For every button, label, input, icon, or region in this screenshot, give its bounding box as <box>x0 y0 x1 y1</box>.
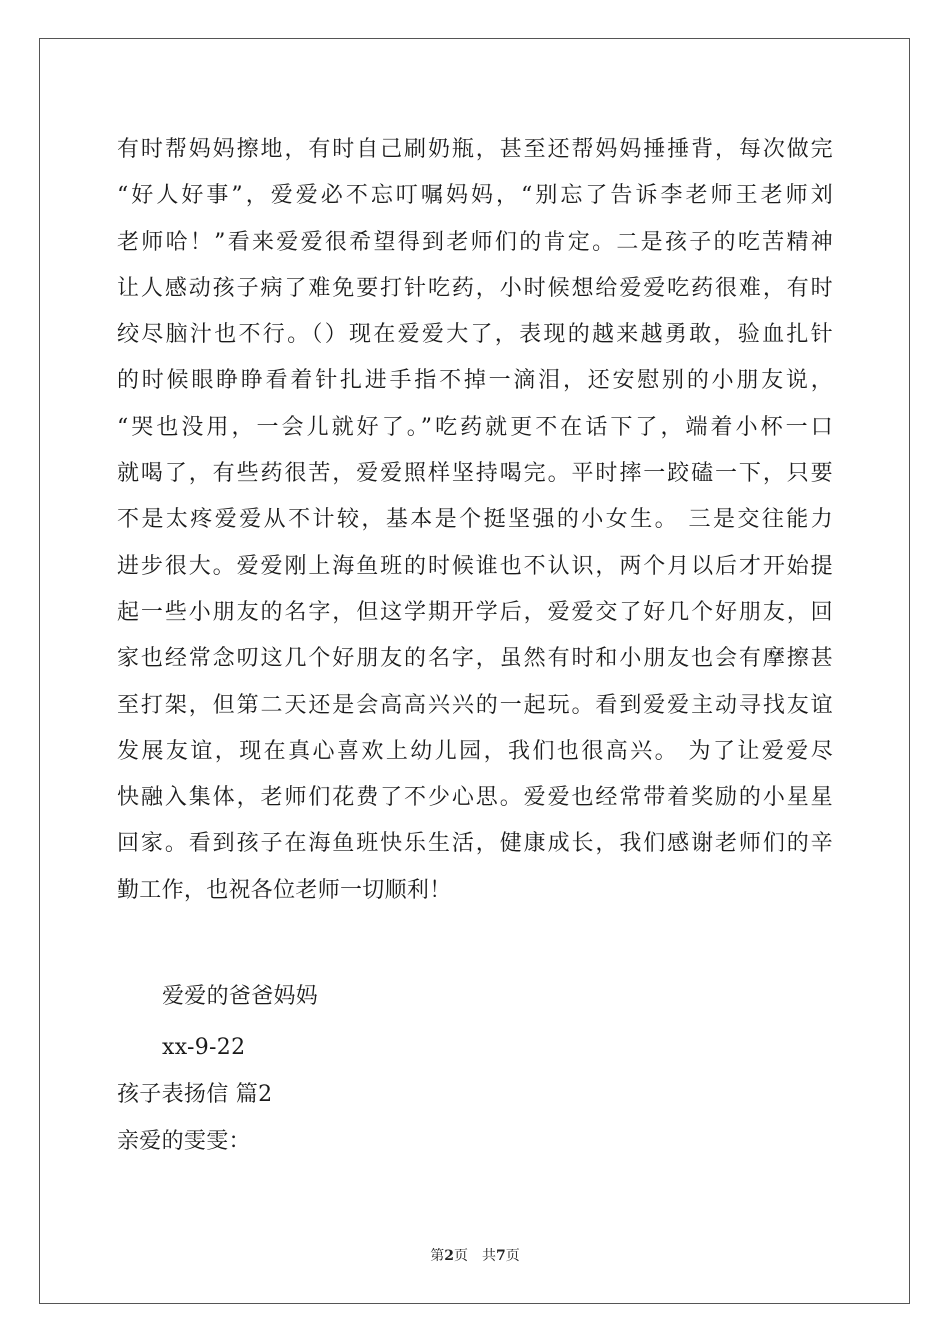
body-line: 就喝了，有些药很苦，爱爱照样坚持喝完。平时摔一跤磕一下，只要 <box>117 461 833 487</box>
signature: 爱爱的爸爸妈妈 <box>162 984 319 1009</box>
body-line: 起一些小朋友的名字，但这学期开学后，爱爱交了好几个好朋友，回 <box>117 599 833 625</box>
salutation: 亲爱的雯雯： <box>117 1129 251 1154</box>
body-line: 发展友谊，现在真心喜欢上幼儿园，我们也很高兴。 为了让爱爱尽 <box>117 738 833 764</box>
total-prefix: 共 <box>482 1248 496 1264</box>
body-line: 老师哈！”看来爱爱很希望得到老师们的肯定。二是孩子的吃苦精神 <box>117 229 833 255</box>
page-footer <box>0 1245 950 1265</box>
letter-date: xx-9-22 <box>162 1035 246 1060</box>
page-prefix: 第 <box>430 1248 445 1264</box>
letter-body <box>117 127 833 914</box>
body-line: “哭也没用，一会儿就好了。”吃药就更不在话下了，端着小杯一口 <box>117 414 833 440</box>
body-line: 的时候眼睁睁看着针扎进手指不掉一滴泪，还安慰别的小朋友说， <box>117 368 833 394</box>
section-heading: 孩子表扬信 篇2 <box>117 1082 273 1107</box>
body-line: 快融入集体，老师们花费了不少心思。爱爱也经常带着奖励的小星星 <box>117 785 833 811</box>
total-pages: 7 <box>496 1248 506 1264</box>
body-line: 不是太疼爱爱从不计较，基本是个挺坚强的小女生。 三是交往能力 <box>117 507 833 533</box>
body-line: 绞尽脑汁也不行。（）现在爱爱大了，表现的越来越勇敢，验血扎针 <box>117 322 833 348</box>
body-line: 家也经常念叨这几个好朋友的名字，虽然有时和小朋友也会有摩擦甚 <box>117 646 833 672</box>
body-line: 回家。看到孩子在海鱼班快乐生活，健康成长，我们感谢老师们的辛 <box>117 831 833 857</box>
total-suffix: 页 <box>505 1248 520 1264</box>
page-number: 2 <box>444 1248 454 1264</box>
body-line: 勤工作，也祝各位老师一切顺利！ <box>117 877 452 903</box>
body-line: 进步很大。爱爱刚上海鱼班的时候谁也不认识，两个月以后才开始提 <box>117 553 833 579</box>
body-line: 有时帮妈妈擦地，有时自己刷奶瓶，甚至还帮妈妈捶捶背，每次做完 <box>117 137 833 162</box>
body-line: “好人好事”，爱爱必不忘叮嘱妈妈，“别忘了告诉李老师王老师刘 <box>117 183 833 209</box>
body-line: 至打架，但第二天还是会高高兴兴的一起玩。看到爱爱主动寻找友谊 <box>117 692 833 718</box>
body-line: 让人感动孩子病了难免要打针吃药，小时候想给爱爱吃药很难，有时 <box>117 275 833 301</box>
page-suffix: 页 <box>454 1248 468 1264</box>
